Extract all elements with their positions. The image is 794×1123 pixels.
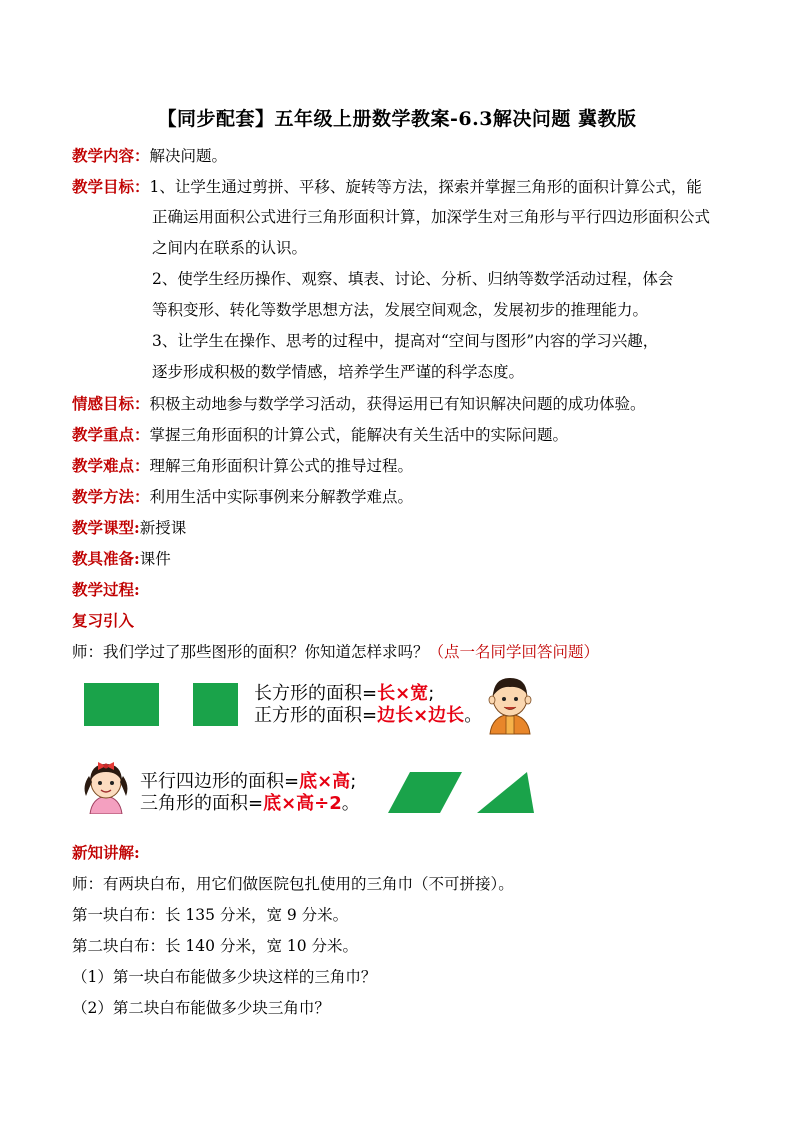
new-lesson-line: 第一块白布：长 135 分米，宽 9 分米。 — [72, 906, 349, 924]
document-title: 【同步配套】五年级上册数学教案-6.3解决问题 冀教版 — [157, 108, 637, 130]
parallelogram-formula-end: ; — [350, 771, 357, 792]
content-label: 教学内容： — [72, 146, 150, 165]
triangle-shape — [477, 772, 535, 814]
triangle-formula — [140, 793, 360, 815]
method-label: 教学方法： — [72, 487, 150, 506]
review-heading: 复习引入 — [72, 611, 135, 630]
new-lesson-heading-row — [72, 843, 732, 863]
objectives-line: 逐步形成积极的数学情感，培养学生严谨的科学态度。 — [152, 363, 525, 381]
emotion-value: 积极主动地参与数学学习活动，获得运用已有知识解决问题的成功体验。 — [149, 395, 646, 413]
tools-value: 课件 — [139, 550, 171, 568]
square-formula — [254, 705, 482, 727]
question-two: （2）第二块白布能做多少块三角巾？ — [72, 999, 330, 1017]
objectives-line: 等积变形、转化等数学思想方法，发展空间观念，发展初步的推理能力。 — [152, 301, 649, 319]
objectives-label: 教学目标： — [72, 177, 150, 196]
square-formula-prefix: 正方形的面积= — [254, 705, 378, 726]
lesson-type-value: 新授课 — [139, 519, 187, 537]
rectangle-formula — [254, 683, 434, 705]
emotion-row — [72, 394, 732, 414]
lesson-type-label: 教学课型: — [72, 518, 140, 537]
rectangle-formula-end: ; — [428, 683, 435, 704]
process-label: 教学过程: — [72, 580, 140, 599]
tools-row — [72, 549, 732, 569]
content-row — [72, 146, 732, 166]
emotion-label: 情感目标： — [72, 394, 150, 413]
lesson-type-row — [72, 518, 732, 538]
triangle-formula-end: 。 — [341, 793, 360, 814]
parallelogram-formula-prefix: 平行四边形的面积= — [140, 771, 300, 792]
triangle-formula-value: 底×高÷2 — [263, 793, 342, 814]
key-point-row — [72, 425, 732, 445]
content-value: 解决问题。 — [149, 147, 228, 165]
question-one: （1）第一块白布能做多少块这样的三角巾？ — [72, 968, 377, 986]
new-lesson-heading: 新知讲解: — [72, 843, 140, 862]
method-row — [72, 487, 732, 507]
review-question-note: （点一名同学回答问题） — [428, 643, 600, 661]
objectives-line: 正确运用面积公式进行三角形面积计算，加深学生对三角形与平行四边形面积公式 — [152, 208, 711, 226]
difficulty-label: 教学难点： — [72, 456, 150, 475]
boy-illustration — [484, 672, 536, 736]
review-question: 师：我们学过了那些图形的面积？你知道怎样求吗？ — [72, 643, 429, 661]
objectives-row — [72, 177, 732, 197]
review-question-row — [72, 642, 732, 662]
triangle-formula-prefix: 三角形的面积= — [140, 793, 264, 814]
new-lesson-line: 第二块白布：长 140 分米，宽 10 分米。 — [72, 937, 359, 955]
rectangle-shape — [84, 683, 159, 726]
method-value: 利用生活中实际事例来分解教学难点。 — [149, 488, 414, 506]
objectives-line: 2、使学生经历操作、观察、填表、讨论、分析、归纳等数学活动过程，体会 — [152, 270, 674, 288]
key-point-value: 掌握三角形面积的计算公式，能解决有关生活中的实际问题。 — [149, 426, 569, 444]
square-formula-end: 。 — [464, 705, 483, 726]
difficulty-row — [72, 456, 732, 476]
objectives-line: 1、让学生通过剪拼、平移、旋转等方法，探索并掌握三角形的面积计算公式，能 — [149, 178, 702, 196]
square-formula-value: 边长×边长 — [377, 705, 465, 726]
girl-illustration — [80, 756, 132, 814]
tools-label: 教具准备: — [72, 549, 140, 568]
objectives-line: 3、让学生在操作、思考的过程中，提高对“空间与图形”内容的学习兴趣， — [152, 332, 659, 350]
review-heading-row — [72, 611, 732, 631]
parallelogram-shape — [388, 772, 464, 814]
new-lesson-line: 师：有两块白布，用它们做医院包扎使用的三角巾（不可拼接）。 — [72, 875, 514, 893]
parallelogram-formula — [140, 771, 356, 793]
process-row — [72, 580, 732, 600]
difficulty-value: 理解三角形面积计算公式的推导过程。 — [149, 457, 414, 475]
square-shape — [193, 683, 238, 726]
objectives-line: 之间内在联系的认识。 — [152, 239, 308, 257]
key-point-label: 教学重点： — [72, 425, 150, 444]
rectangle-formula-value: 长×宽 — [377, 683, 429, 704]
rectangle-formula-prefix: 长方形的面积= — [254, 683, 378, 704]
parallelogram-formula-value: 底×高 — [299, 771, 351, 792]
